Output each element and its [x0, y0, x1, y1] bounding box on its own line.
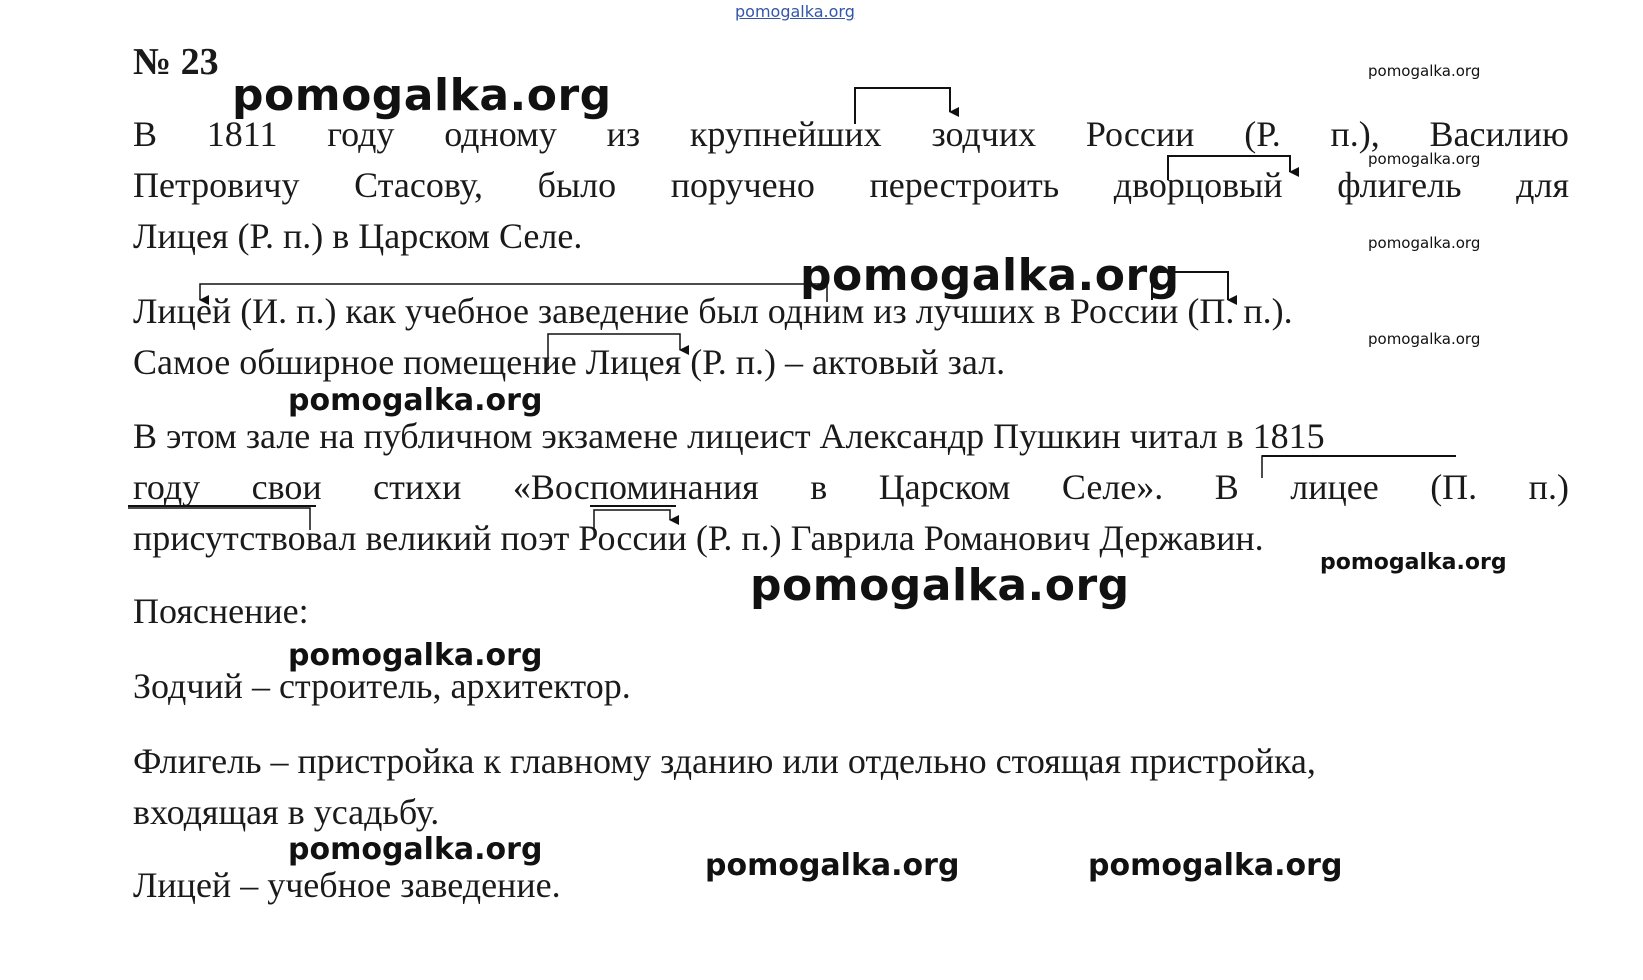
word: крупнейших	[689, 114, 882, 154]
word: лицее	[1290, 467, 1379, 507]
word: Василию	[1429, 114, 1569, 154]
word: (П.	[1430, 467, 1478, 507]
p3-line1: В этом зале на публичном экзамене лицеист Александр Пушкин читал в 1815	[133, 416, 1325, 456]
watermark: pomogalka.org	[232, 70, 612, 121]
word: 1811	[206, 114, 278, 154]
word: Стасову,	[354, 165, 483, 205]
explanation-item-fligel-line1: Флигель – пристройка к главному зданию или отдельно стоящая пристройка,	[133, 741, 1316, 781]
word: п.)	[1528, 467, 1569, 507]
word: Царском	[878, 467, 1011, 507]
watermark: pomogalka.org	[1368, 234, 1481, 252]
word: в	[810, 467, 828, 507]
word: стихи	[373, 467, 462, 507]
explanation-heading: Пояснение:	[133, 591, 309, 631]
word: В	[133, 114, 158, 154]
word: флигель	[1337, 165, 1462, 205]
word: зодчих	[931, 114, 1037, 154]
p3-line2	[133, 466, 1569, 508]
watermark: pomogalka.org	[705, 848, 960, 883]
watermark: pomogalka.org	[288, 638, 543, 673]
word: для	[1516, 165, 1569, 205]
exercise-number: № 23	[133, 41, 219, 83]
explanation-item-fligel-line2: входящая в усадьбу.	[133, 792, 440, 832]
word: В	[1214, 467, 1239, 507]
watermark: pomogalka.org	[800, 250, 1180, 301]
watermark: pomogalka.org	[1320, 550, 1507, 575]
word: Петровичу	[133, 165, 300, 205]
p1-line2	[133, 164, 1569, 206]
watermark: pomogalka.org	[288, 383, 543, 418]
word: Селе».	[1061, 467, 1164, 507]
word: дворцовый	[1113, 165, 1283, 205]
watermark: pomogalka.org	[1088, 848, 1343, 883]
word: свои	[251, 467, 322, 507]
word: году	[133, 467, 201, 507]
watermark: pomogalka.org	[288, 832, 543, 867]
word: п.),	[1330, 114, 1380, 154]
header-watermark: pomogalka.org	[735, 2, 855, 21]
word: одному	[444, 114, 557, 154]
watermark: pomogalka.org	[1368, 150, 1481, 168]
word: поручено	[670, 165, 815, 205]
word: перестроить	[869, 165, 1060, 205]
watermark: pomogalka.org	[1368, 330, 1481, 348]
word: из	[606, 114, 641, 154]
p2-line1: Лицей (И. п.) как учебное заведение был одним из лучших в России (П. п.).	[133, 291, 1293, 331]
word: (Р.	[1244, 114, 1281, 154]
word: России	[1085, 114, 1195, 154]
explanation-item-litsey: Лицей – учебное заведение.	[133, 865, 561, 905]
p2-line2: Самое обширное помещение Лицея (Р. п.) – актовый зал.	[133, 342, 1006, 382]
word: «Воспоминания	[512, 467, 759, 507]
watermark: pomogalka.org	[1368, 62, 1481, 80]
p1-line3: Лицея (Р. п.) в Царском Селе.	[133, 216, 583, 256]
explanation-item-zodchiy: Зодчий – строитель, архитектор.	[133, 666, 631, 706]
p3-line3: присутствовал великий поэт России (Р. п.) Гаврила Романович Державин.	[133, 518, 1264, 558]
watermark: pomogalka.org	[750, 560, 1130, 611]
word: было	[537, 165, 617, 205]
word: году	[327, 114, 395, 154]
